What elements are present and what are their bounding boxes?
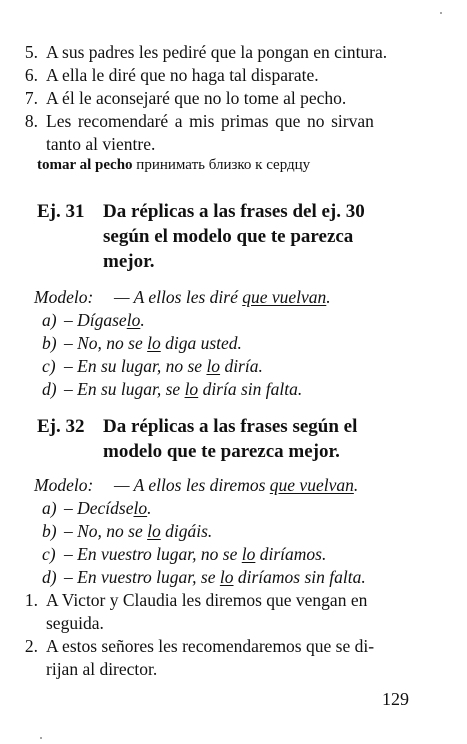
page-number: 129 — [382, 689, 409, 709]
option-letter: a) — [42, 498, 57, 518]
option-text: – Dígaselo. — [64, 310, 145, 330]
option-letter: d) — [42, 567, 57, 587]
model-underlined: que vuelvan — [269, 475, 354, 495]
item-text: A Victor y Claudia les diremos que vengan en — [46, 590, 368, 610]
scan-speck — [40, 737, 42, 739]
model-text: — A ellos les diré — [114, 287, 243, 307]
scan-speck — [440, 12, 442, 14]
item-number: 2. — [24, 636, 38, 656]
model-line: Modelo: — A ellos les diré que vuelvan. — [34, 287, 331, 307]
option-text: – En su lugar, se lo diría sin falta. — [64, 379, 303, 399]
item-text: A ella le diré que no haga tal disparate. — [46, 65, 319, 85]
option-letter: b) — [42, 333, 57, 353]
item-number: 8. — [24, 111, 38, 131]
gloss-term: tomar al pecho — [37, 157, 133, 173]
model-line: Modelo: — A ellos les diremos que vuelvan. — [34, 475, 359, 495]
item-number: 7. — [24, 88, 38, 108]
exercise-title-line: según el modelo que te parezca — [103, 226, 354, 247]
model-label: Modelo: — [34, 287, 94, 307]
exercise-label: Ej. 31 — [37, 201, 85, 222]
item-text: A sus padres les pediré que la pongan en cintura. — [46, 42, 388, 62]
option-text: – En vuestro lugar, no se lo diríamos. — [64, 544, 327, 564]
exercise-title-line: modelo que te parezca mejor. — [103, 441, 340, 462]
vocabulary-gloss — [37, 154, 310, 176]
model-underlined: que vuelvan — [242, 287, 327, 307]
item-number: 5. — [24, 42, 38, 62]
item-text: rijan al director. — [46, 659, 158, 679]
item-text: Les recomendaré a mis primas que no sirvan — [46, 111, 374, 131]
model-label: Modelo: — [34, 475, 94, 495]
option-letter: c) — [42, 356, 56, 376]
option-text: – En vuestro lugar, se lo diríamos sin falta. — [64, 567, 366, 587]
option-text: – Decídselo. — [64, 498, 152, 518]
gloss-translation: принимать близко к сердцу — [136, 157, 311, 173]
option-letter: a) — [42, 310, 57, 330]
exercise-label: Ej. 32 — [37, 416, 85, 437]
item-text: seguida. — [46, 613, 104, 633]
exercise-title-line: Da réplicas a las frases del ej. 30 — [103, 201, 365, 222]
item-text: tanto al vientre. — [46, 134, 156, 154]
exercise-title-line: mejor. — [103, 251, 155, 272]
option-text: – No, no se lo diga usted. — [64, 333, 242, 353]
model-text: — A ellos les diremos — [114, 475, 270, 495]
option-letter: c) — [42, 544, 56, 564]
option-text: – En su lugar, no se lo diría. — [64, 356, 263, 376]
exercise-title-line: Da réplicas a las frases según el — [103, 416, 358, 437]
option-letter: b) — [42, 521, 57, 541]
item-text: A él le aconsejaré que no lo tome al pecho. — [46, 88, 347, 108]
item-number: 6. — [24, 65, 38, 85]
option-letter: d) — [42, 379, 57, 399]
item-text: A estos señores les recomendaremos que se di- — [46, 636, 375, 656]
option-text: – No, no se lo digáis. — [64, 521, 213, 541]
item-number: 1. — [24, 590, 38, 610]
